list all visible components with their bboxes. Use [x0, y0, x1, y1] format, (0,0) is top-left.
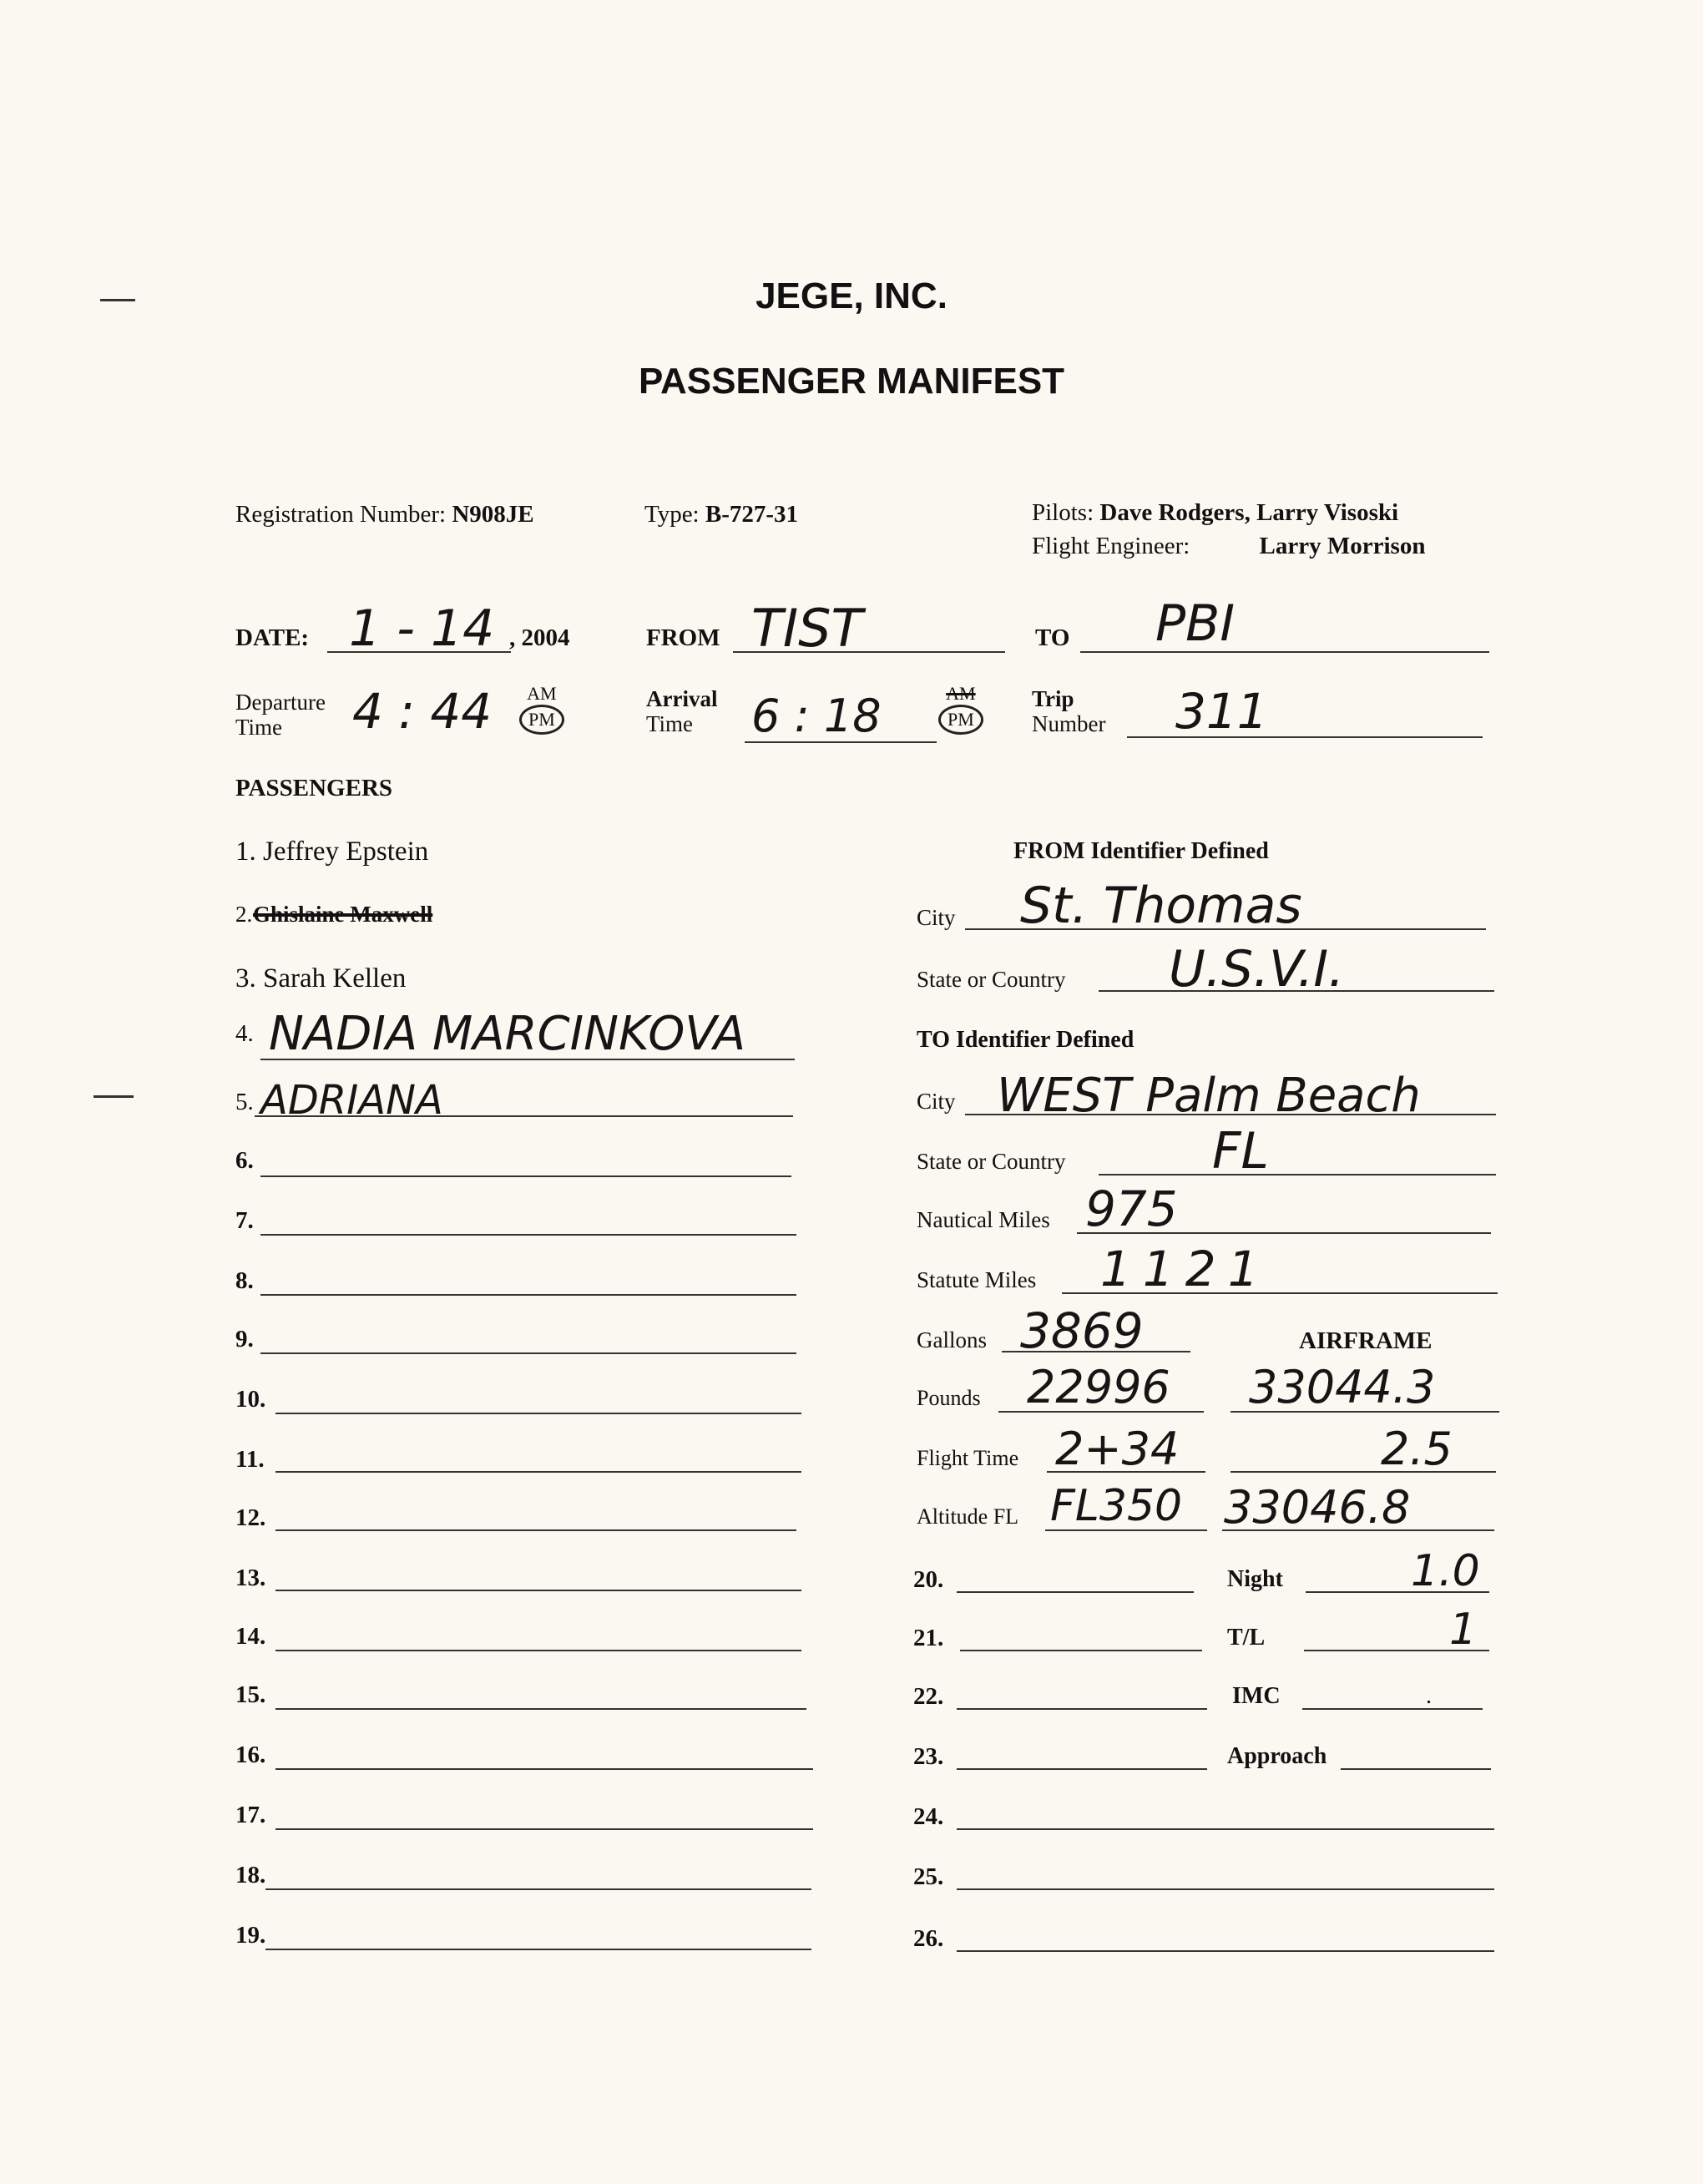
from-value: TIST: [751, 598, 863, 659]
passenger-line[interactable]: [275, 1529, 796, 1531]
departure-am: AM: [527, 683, 557, 704]
trip-number-value: 311: [1175, 683, 1268, 740]
passenger-line[interactable]: [957, 1828, 1494, 1830]
registration-value: N908JE: [452, 501, 534, 528]
arrival-am: AM: [946, 683, 976, 704]
arrival-label-line2: Time: [646, 711, 694, 736]
passenger-line[interactable]: [957, 1591, 1194, 1593]
trip-label-line2: Number: [1032, 711, 1106, 736]
imc-label: IMC: [1232, 1683, 1281, 1709]
date-year: , 2004: [509, 624, 570, 651]
passenger-num: 8.: [235, 1267, 254, 1294]
trip-label-line1: Trip: [1032, 686, 1074, 711]
passenger-num: 7.: [235, 1207, 254, 1234]
to-label: TO: [1035, 624, 1070, 651]
from-city-value: St. Thomas: [1020, 877, 1302, 935]
passenger-num: 12.: [235, 1504, 266, 1531]
to-identifier-heading: TO Identifier Defined: [917, 1027, 1134, 1053]
arrival-pm: PM: [938, 705, 983, 735]
passenger-line[interactable]: [265, 1949, 811, 1950]
pounds-label: Pounds: [917, 1386, 981, 1410]
night-label: Night: [1227, 1566, 1283, 1592]
passenger-num: 19.: [235, 1922, 266, 1949]
arrival-ampm: [938, 683, 983, 735]
passenger-line[interactable]: [260, 1352, 796, 1354]
departure-label-line1: Departure: [235, 690, 326, 715]
type-value: B-727-31: [705, 501, 799, 528]
passenger-num: 10.: [235, 1386, 266, 1413]
tl-label: T/L: [1227, 1625, 1266, 1651]
passenger-num: 5.: [235, 1089, 254, 1115]
engineer-label: Flight Engineer:: [1032, 533, 1190, 559]
night-value: 1.0: [1411, 1546, 1480, 1596]
passenger-line[interactable]: [957, 1708, 1207, 1710]
gallons-label: Gallons: [917, 1327, 987, 1352]
passengers-heading: PASSENGERS: [235, 775, 393, 801]
passenger-line[interactable]: [957, 1768, 1207, 1770]
passenger-line[interactable]: [275, 1471, 801, 1473]
gallons-value: 3869: [1020, 1302, 1144, 1359]
passenger-line[interactable]: [960, 1650, 1202, 1651]
passenger-num: 3.: [235, 963, 256, 993]
passenger-num: 22.: [913, 1683, 944, 1710]
altitude-label: Altitude FL: [917, 1504, 1019, 1529]
flight-time-value: 2+34: [1055, 1423, 1180, 1475]
pilots-value: Dave Rodgers, Larry Visoski: [1099, 499, 1399, 526]
company-name: JEGE, INC.: [755, 276, 948, 316]
passenger-line[interactable]: [957, 1888, 1494, 1890]
arrival-label: [646, 686, 717, 736]
passenger-line[interactable]: [265, 1888, 811, 1890]
passenger-line[interactable]: [260, 1175, 791, 1177]
passenger-num: 16.: [235, 1742, 266, 1768]
airframe-heading: AIRFRAME: [1299, 1327, 1433, 1354]
passenger-num: 13.: [235, 1565, 266, 1591]
passenger-line[interactable]: [260, 1294, 796, 1296]
passenger-line[interactable]: [275, 1413, 801, 1414]
passenger-num: 18.: [235, 1862, 266, 1888]
imc-value: .: [1426, 1683, 1432, 1709]
to-city-label: City: [917, 1089, 956, 1114]
passenger-num: 11.: [235, 1446, 265, 1473]
pilots-label: Pilots:: [1032, 499, 1094, 526]
passenger-name: NADIA MARCINKOVA: [269, 1007, 746, 1061]
date-label: DATE:: [235, 624, 310, 651]
statute-miles-label: Statute Miles: [917, 1267, 1037, 1292]
flight-time-label: Flight Time: [917, 1446, 1019, 1470]
passenger-num: 24.: [913, 1803, 944, 1830]
departure-label-line2: Time: [235, 715, 283, 740]
from-state-label: State or Country: [917, 967, 1066, 992]
engineer-value: Larry Morrison: [1259, 533, 1426, 559]
departure-pm: PM: [519, 705, 564, 735]
passenger-line[interactable]: [275, 1650, 801, 1651]
passenger-num: 9.: [235, 1326, 254, 1352]
flight-engineer: [1032, 533, 1425, 560]
statute-miles-value: 1121: [1100, 1241, 1271, 1297]
departure-time: 4 : 44: [352, 683, 493, 740]
registration-number: [235, 501, 534, 528]
passenger-line[interactable]: [275, 1828, 813, 1830]
trip-number-label: [1032, 686, 1105, 736]
from-identifier-heading: FROM Identifier Defined: [1013, 838, 1269, 864]
to-state-value: FL: [1212, 1122, 1269, 1180]
passenger-num: 15.: [235, 1681, 266, 1708]
passenger-3: [235, 963, 406, 994]
passenger-num: 25.: [913, 1863, 944, 1890]
to-state-label: State or Country: [917, 1149, 1066, 1174]
aircraft-type: [644, 501, 798, 528]
passenger-num: 6.: [235, 1147, 254, 1174]
registration-label: Registration Number:: [235, 501, 447, 528]
approach-label: Approach: [1227, 1743, 1327, 1769]
from-city-label: City: [917, 905, 956, 930]
passenger-name: Sarah Kellen: [263, 963, 407, 993]
from-state-value: U.S.V.I.: [1169, 940, 1345, 998]
to-city-value: WEST Palm Beach: [997, 1069, 1421, 1123]
margin-mark: [93, 1095, 134, 1098]
departure-label: [235, 690, 326, 740]
passenger-1: [235, 837, 428, 867]
departure-ampm: [519, 683, 564, 735]
from-label: FROM: [646, 624, 720, 651]
passenger-5: [235, 1089, 254, 1116]
passenger-line[interactable]: [275, 1708, 806, 1710]
passenger-name: ADRIANA: [260, 1077, 443, 1124]
passenger-num: 21.: [913, 1625, 944, 1651]
document-title: PASSENGER MANIFEST: [638, 361, 1065, 402]
passenger-line[interactable]: [260, 1234, 796, 1236]
passenger-num: 1.: [235, 837, 256, 867]
type-label: Type:: [644, 501, 700, 528]
passenger-2: [235, 902, 432, 928]
altitude-value: FL350: [1050, 1481, 1183, 1531]
airframe-time-value: 2.5: [1381, 1423, 1453, 1475]
passenger-num: 2.: [235, 902, 253, 927]
passenger-name-struck: Ghislaine Maxwell: [253, 902, 433, 927]
arrival-label-line1: Arrival: [646, 686, 718, 711]
tl-value: 1: [1449, 1605, 1478, 1655]
passenger-num: 17.: [235, 1802, 266, 1828]
passenger-num: 4.: [235, 1020, 254, 1047]
pounds-value: 22996: [1027, 1361, 1170, 1413]
passenger-num: 23.: [913, 1743, 944, 1770]
arrival-time: 6 : 18: [751, 690, 882, 742]
passenger-num: 14.: [235, 1623, 266, 1650]
passenger-4: [235, 1020, 254, 1048]
passenger-line[interactable]: [275, 1768, 813, 1770]
passenger-num: 20.: [913, 1566, 944, 1593]
passenger-name: Jeffrey Epstein: [263, 837, 429, 867]
nautical-miles-value: 975: [1085, 1180, 1178, 1237]
passenger-line[interactable]: [275, 1590, 801, 1591]
airframe-pounds-value: 33044.3: [1249, 1361, 1436, 1413]
pilots: [1032, 499, 1398, 527]
airframe-altitude-value: 33046.8: [1224, 1481, 1411, 1534]
date-value: 1 - 14: [349, 599, 495, 658]
passenger-line[interactable]: [957, 1950, 1494, 1952]
nautical-miles-label: Nautical Miles: [917, 1207, 1050, 1232]
passenger-num: 26.: [913, 1925, 944, 1952]
to-value: PBI: [1155, 594, 1236, 653]
